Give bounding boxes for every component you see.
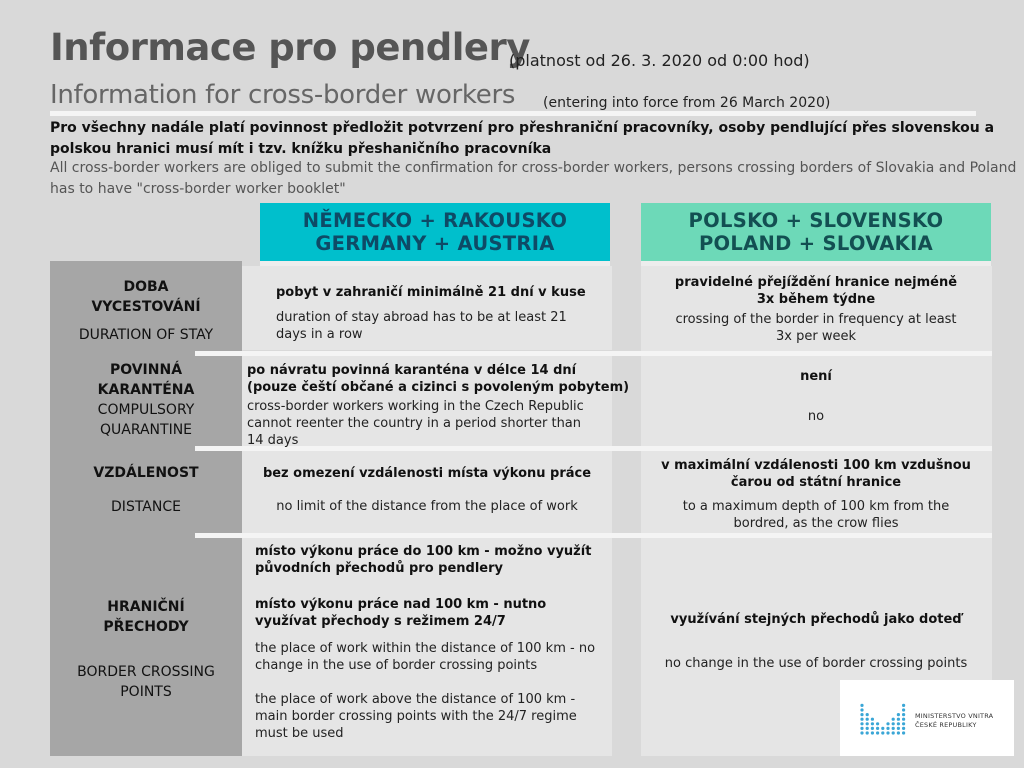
- quarantine-pl-en: no: [807, 409, 825, 424]
- column-header-de-en: GERMANY + AUSTRIA: [315, 232, 555, 255]
- distance-pl-cz: v maximální vzdálenosti 100 km vzdušnou čarou od státní hranice: [661, 458, 971, 490]
- distance-de-cz: bez omezení vzdálenosti místa výkonu práce: [262, 466, 592, 481]
- crossings-de-cz-above: místo výkonu práce nad 100 km - nutno využívat přechody s režimem 24/7: [255, 597, 547, 629]
- row-divider: [195, 351, 992, 356]
- intro-text-en: All cross-border workers are obliged to submit the confirmation for cross-border workers, persons crossing borders of Slovakia and Poland has to have "cross-border worker booklet": [50, 160, 1017, 197]
- column-header-poland-slovakia: [641, 203, 991, 261]
- duration-pl-en: crossing of the border in frequency at least 3x per week: [675, 312, 957, 344]
- column-header-germany-austria: [260, 203, 610, 261]
- duration-de-cz: pobyt v zahraničí minimálně 21 dní v kuse: [276, 285, 586, 300]
- crossings-pl-cz: využívání stejných přechodů jako doteď: [670, 612, 962, 627]
- duration-de-en: duration of stay abroad has to be at least 21 days in a row: [276, 310, 567, 342]
- distance-de-en: no limit of the distance from the place of work: [276, 499, 578, 514]
- crossings-de-en-above: the place of work above the distance of 100 km - main border crossing points with the 24/7 regime must be used: [255, 692, 577, 741]
- crossings-de-cz-within: místo výkonu práce do 100 km - možno využít původních přechodů pro pendlery: [255, 544, 592, 576]
- column-header-de-cz: NĚMECKO + RAKOUSKO: [302, 209, 568, 232]
- crossings-de-en-within: the place of work within the distance of 100 km - no change in the use of border crossing points: [255, 641, 596, 673]
- row-label-quarantine: POVINNÁ KARANTÉNA COMPULSORY QUARANTINE: [97, 362, 195, 438]
- row-label-distance-en: DISTANCE: [111, 499, 181, 515]
- row-label-distance-cz: VZDÁLENOST: [93, 465, 199, 481]
- validity-note-en: (entering into force from 26 March 2020): [543, 95, 831, 111]
- row-divider: [195, 533, 992, 538]
- row-label-duration-cz: DOBA VYCESTOVÁNÍ: [91, 279, 201, 315]
- quarantine-pl-cz: není: [800, 369, 832, 384]
- row-label-crossings-en: BORDER CROSSING POINTS: [77, 664, 215, 700]
- page-subtitle: Information for cross-border workers: [50, 80, 516, 110]
- column-header-pl-cz: POLSKO + SLOVENSKO: [688, 209, 944, 232]
- crossings-pl-en: no change in the use of border crossing points: [664, 656, 968, 671]
- duration-pl-cz: pravidelné přejíždění hranice nejméně 3x během týdne: [674, 275, 958, 307]
- distance-pl-en: to a maximum depth of 100 km from the bordred, as the crow flies: [682, 499, 950, 531]
- quarantine-de-en: cross-border workers working in the Czech Republic cannot reenter the country in a period shorter than 14 days: [247, 399, 584, 448]
- column-header-pl-en: POLAND + SLOVAKIA: [698, 232, 934, 255]
- validity-note: (platnost od 26. 3. 2020 od 0:00 hod): [509, 51, 810, 70]
- ministry-logo-text: MINISTERSTVO VNITRA ČESKÉ REPUBLIKY: [915, 712, 994, 729]
- intro-text-cz: Pro všechny nadále platí povinnost předložit potvrzení pro přeshraniční pracovníky, osoby pendlující přes slovenskou a polskou hranici musí mít i tzv. knížku přeshaničního pracovníka: [50, 120, 995, 157]
- title-divider: [50, 111, 976, 116]
- quarantine-de-cz: po návratu povinná karanténa v délce 14 dní (pouze čeští občané a cizinci s povoleným pobytem): [247, 363, 630, 395]
- page-title: Informace pro pendlery: [50, 26, 530, 69]
- row-label-duration-en: DURATION OF STAY: [78, 327, 214, 343]
- row-label-crossings-cz: HRANIČNÍ PŘECHODY: [103, 599, 189, 635]
